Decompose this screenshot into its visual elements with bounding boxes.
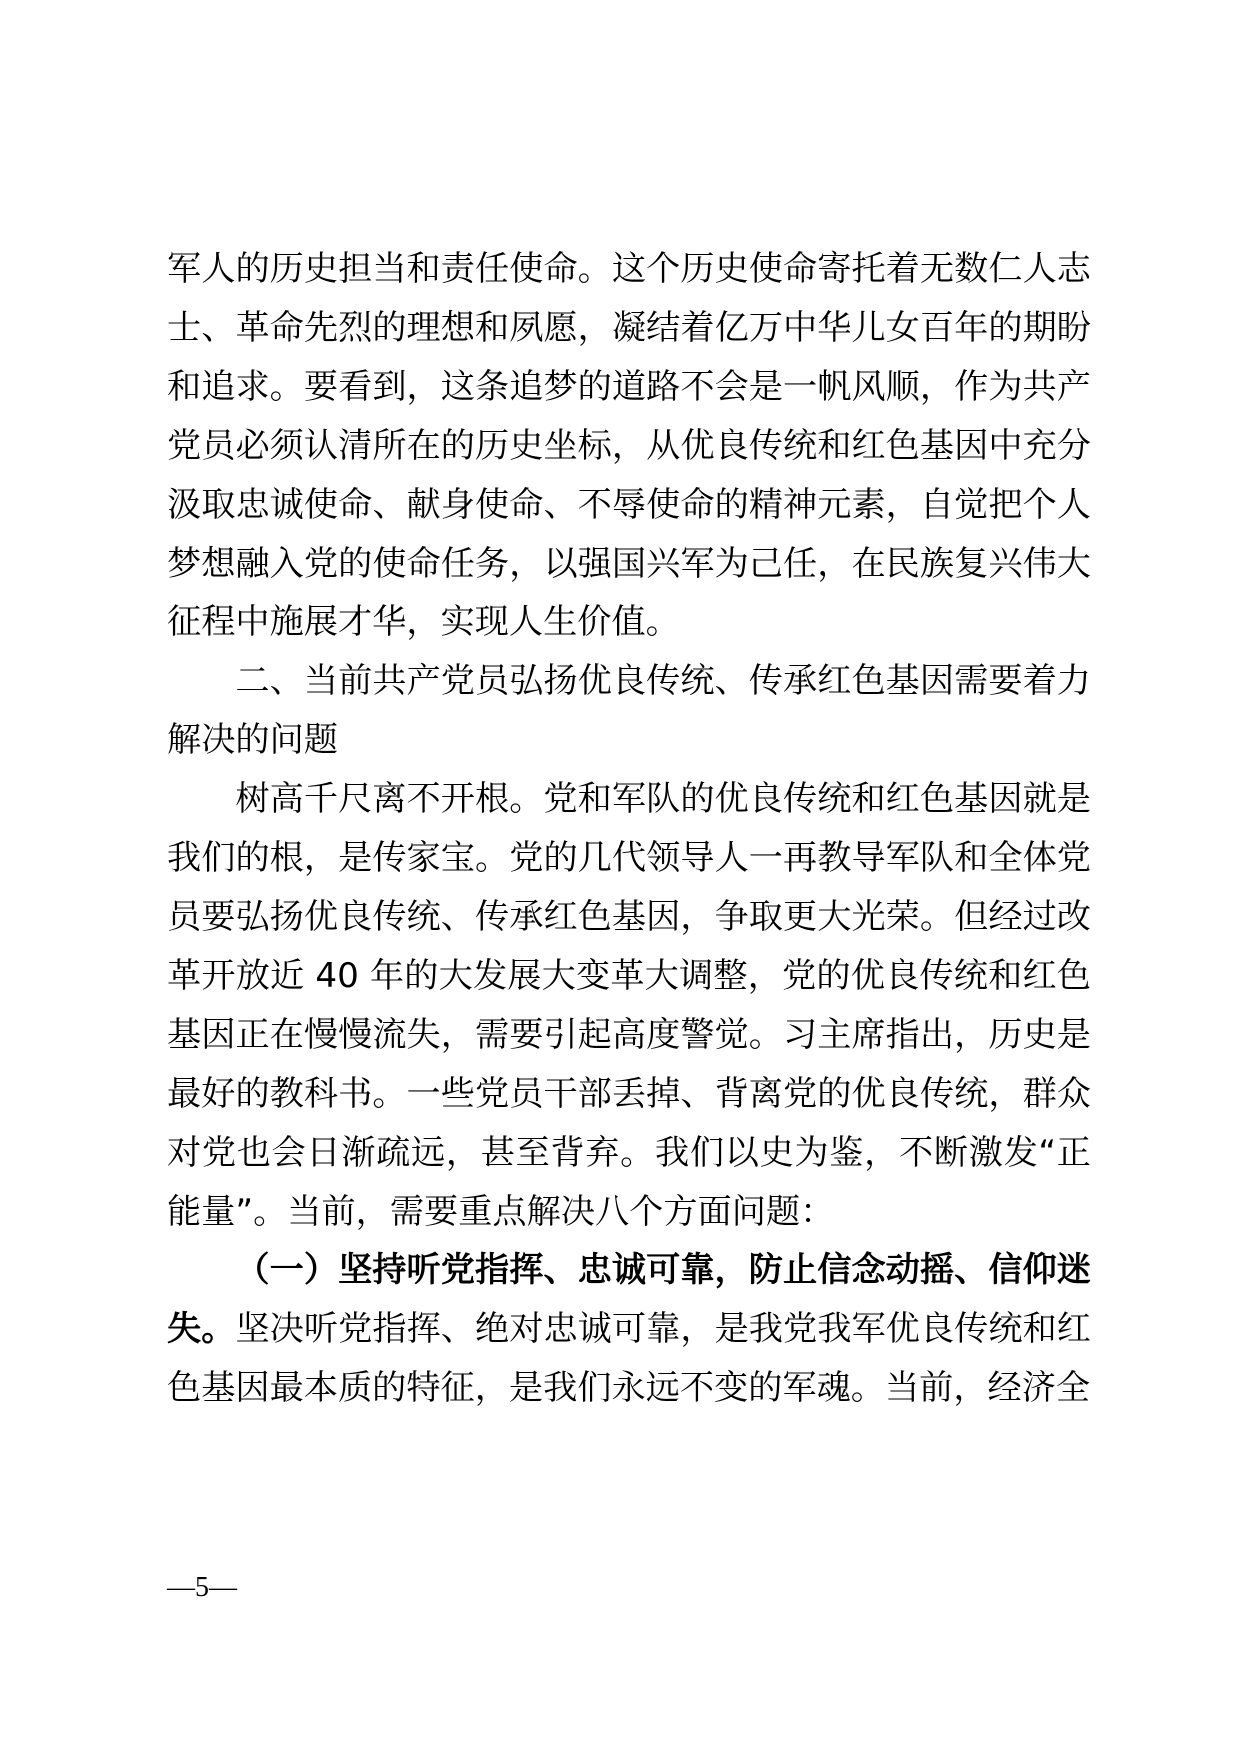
page-number: —5— [167, 1572, 237, 1603]
paragraph-subsection [167, 1241, 1091, 1418]
paragraph-body: 树高千尺离不开根。党和军队的优良传统和红色基因就是我们的根，是传家宝。党的几代领导人一再教导军队和全体党员要弘扬优良传统、传承红色基因，争取更大光荣。但经过改革开放近 40 年的大发展大变革大调整，党的优良传统和红色基因正在慢慢流失，需要引起高度警觉。习主席指出，历史是最好的教科书。一些党员干部丢掉、背离党的优良传统，群众对党也会日渐疏远，甚至背弃。我们以史为鉴，不断激发“正能量”。当前，需要重点解决八个方面问题： [167, 779, 1091, 1232]
body-text [167, 240, 1091, 1418]
subsection-text: 坚决听党指挥、绝对忠诚可靠，是我党我军优良传统和红色基因最本质的特征，是我们永远不变的军魂。当前，经济全 [167, 1309, 1091, 1409]
subsection-heading: （一）坚持听党指挥、忠诚可靠，防止信念动摇、信仰迷失。 [167, 1250, 1091, 1350]
section-heading: 二、当前共产党员弘扬优良传统、传承红色基因需要着力解决的问题 [167, 661, 1091, 761]
paragraph-continuation: 军人的历史担当和责任使命。这个历史使命寄托着无数仁人志士、革命先烈的理想和夙愿，凝结着亿万中华儿女百年的期盼和追求。要看到，这条追梦的道路不会是一帆风顺，作为共产党员必须认清所在的历史坐标，从优良传统和红色基因中充分汲取忠诚使命、献身使命、不辱使命的精神元素，自觉把个人梦想融入党的使命任务，以强国兴军为己任，在民族复兴伟大征程中施展才华，实现人生价值。 [167, 249, 1091, 643]
